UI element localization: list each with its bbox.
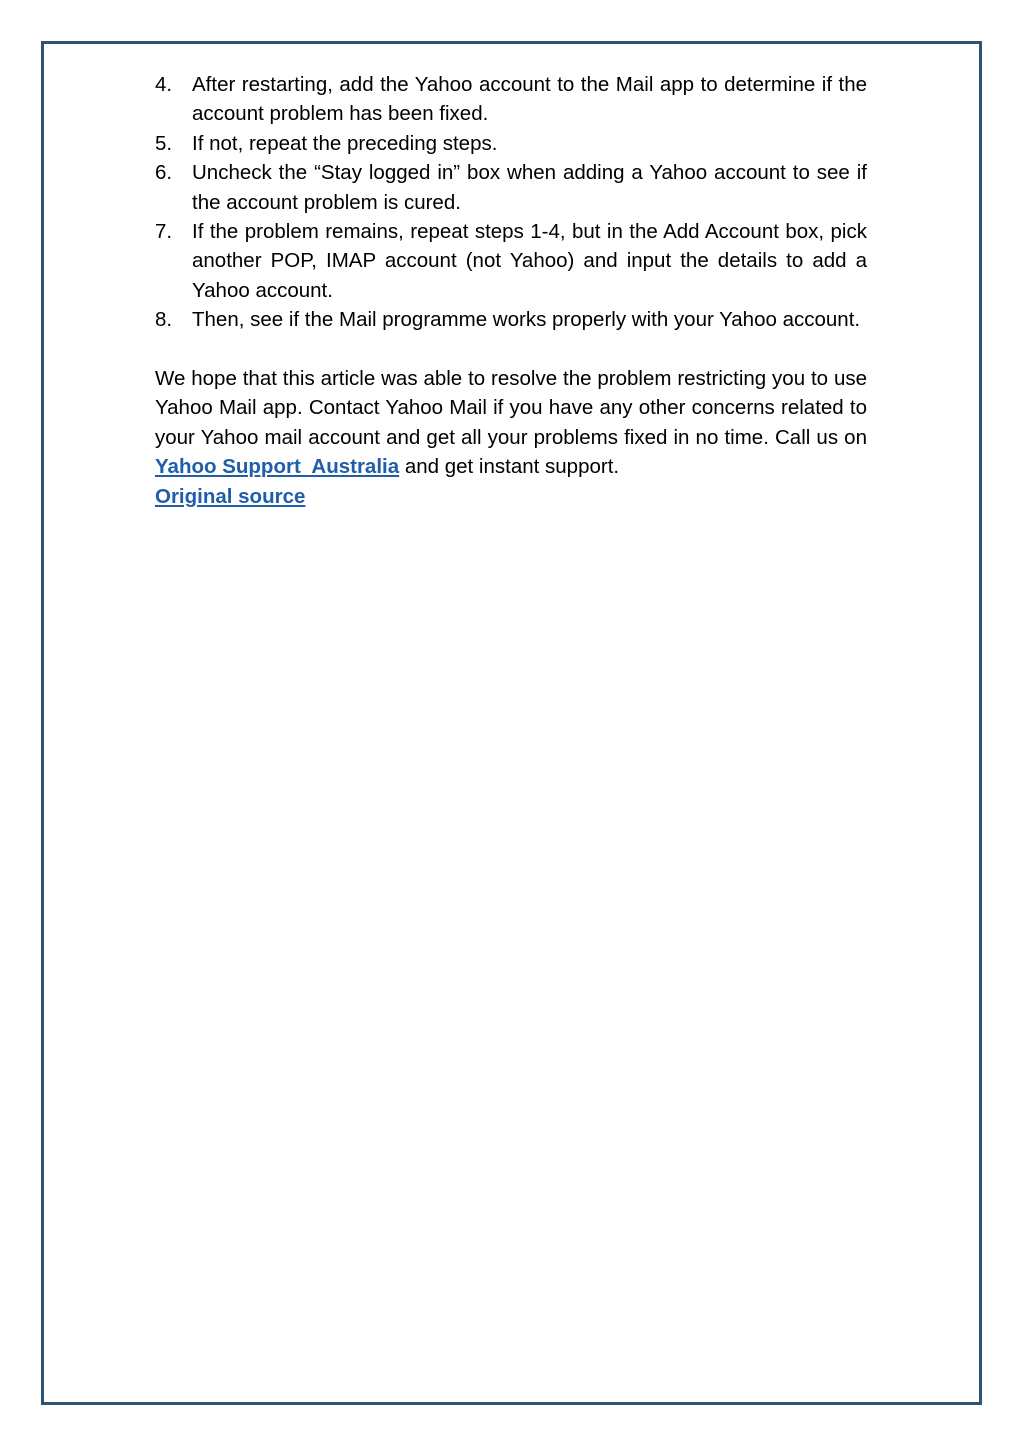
original-source-link[interactable]: Original source: [155, 484, 306, 508]
list-item-number: 5.: [155, 131, 173, 155]
list-item-text: If not, repeat the preceding steps.: [192, 131, 498, 155]
closing-text-before: We hope that this article was able to resolve the problem restricting you to use Yahoo Mail app. Contact Yahoo Mail if you have any other concerns related to your Yahoo mail account and get all your problems fixed in no time. Call us on: [155, 367, 867, 449]
closing-text-after: and get instant support.: [399, 455, 620, 479]
list-item: [155, 129, 867, 158]
list-item-number: 4.: [155, 73, 173, 96]
list-item-text: Then, see if the Mail programme works properly with your Yahoo account.: [192, 308, 861, 332]
yahoo-support-australia-link[interactable]: Yahoo Support Australia: [155, 455, 400, 479]
list-item-number: 8.: [155, 308, 173, 332]
list-item: [155, 217, 867, 305]
list-item: [155, 305, 867, 334]
list-item-text: After restarting, add the Yahoo account to the Mail app to determine if the account problem has been fixed.: [192, 73, 867, 126]
steps-list: [155, 70, 867, 335]
list-item-text: If the problem remains, repeat steps 1-4, but in the Add Account box, pick another POP, IMAP account (not Yahoo) and input the details to add a Yahoo account.: [192, 220, 867, 302]
list-item: [155, 158, 867, 217]
closing-paragraph: [155, 364, 867, 482]
list-item-text: Uncheck the “Stay logged in” box when adding a Yahoo account to see if the account problem is cured.: [192, 161, 867, 214]
list-item-number: 6.: [155, 161, 173, 185]
document-content: [155, 70, 867, 511]
list-item: [155, 70, 867, 129]
source-paragraph: [155, 482, 867, 511]
list-item-number: 7.: [155, 220, 173, 244]
